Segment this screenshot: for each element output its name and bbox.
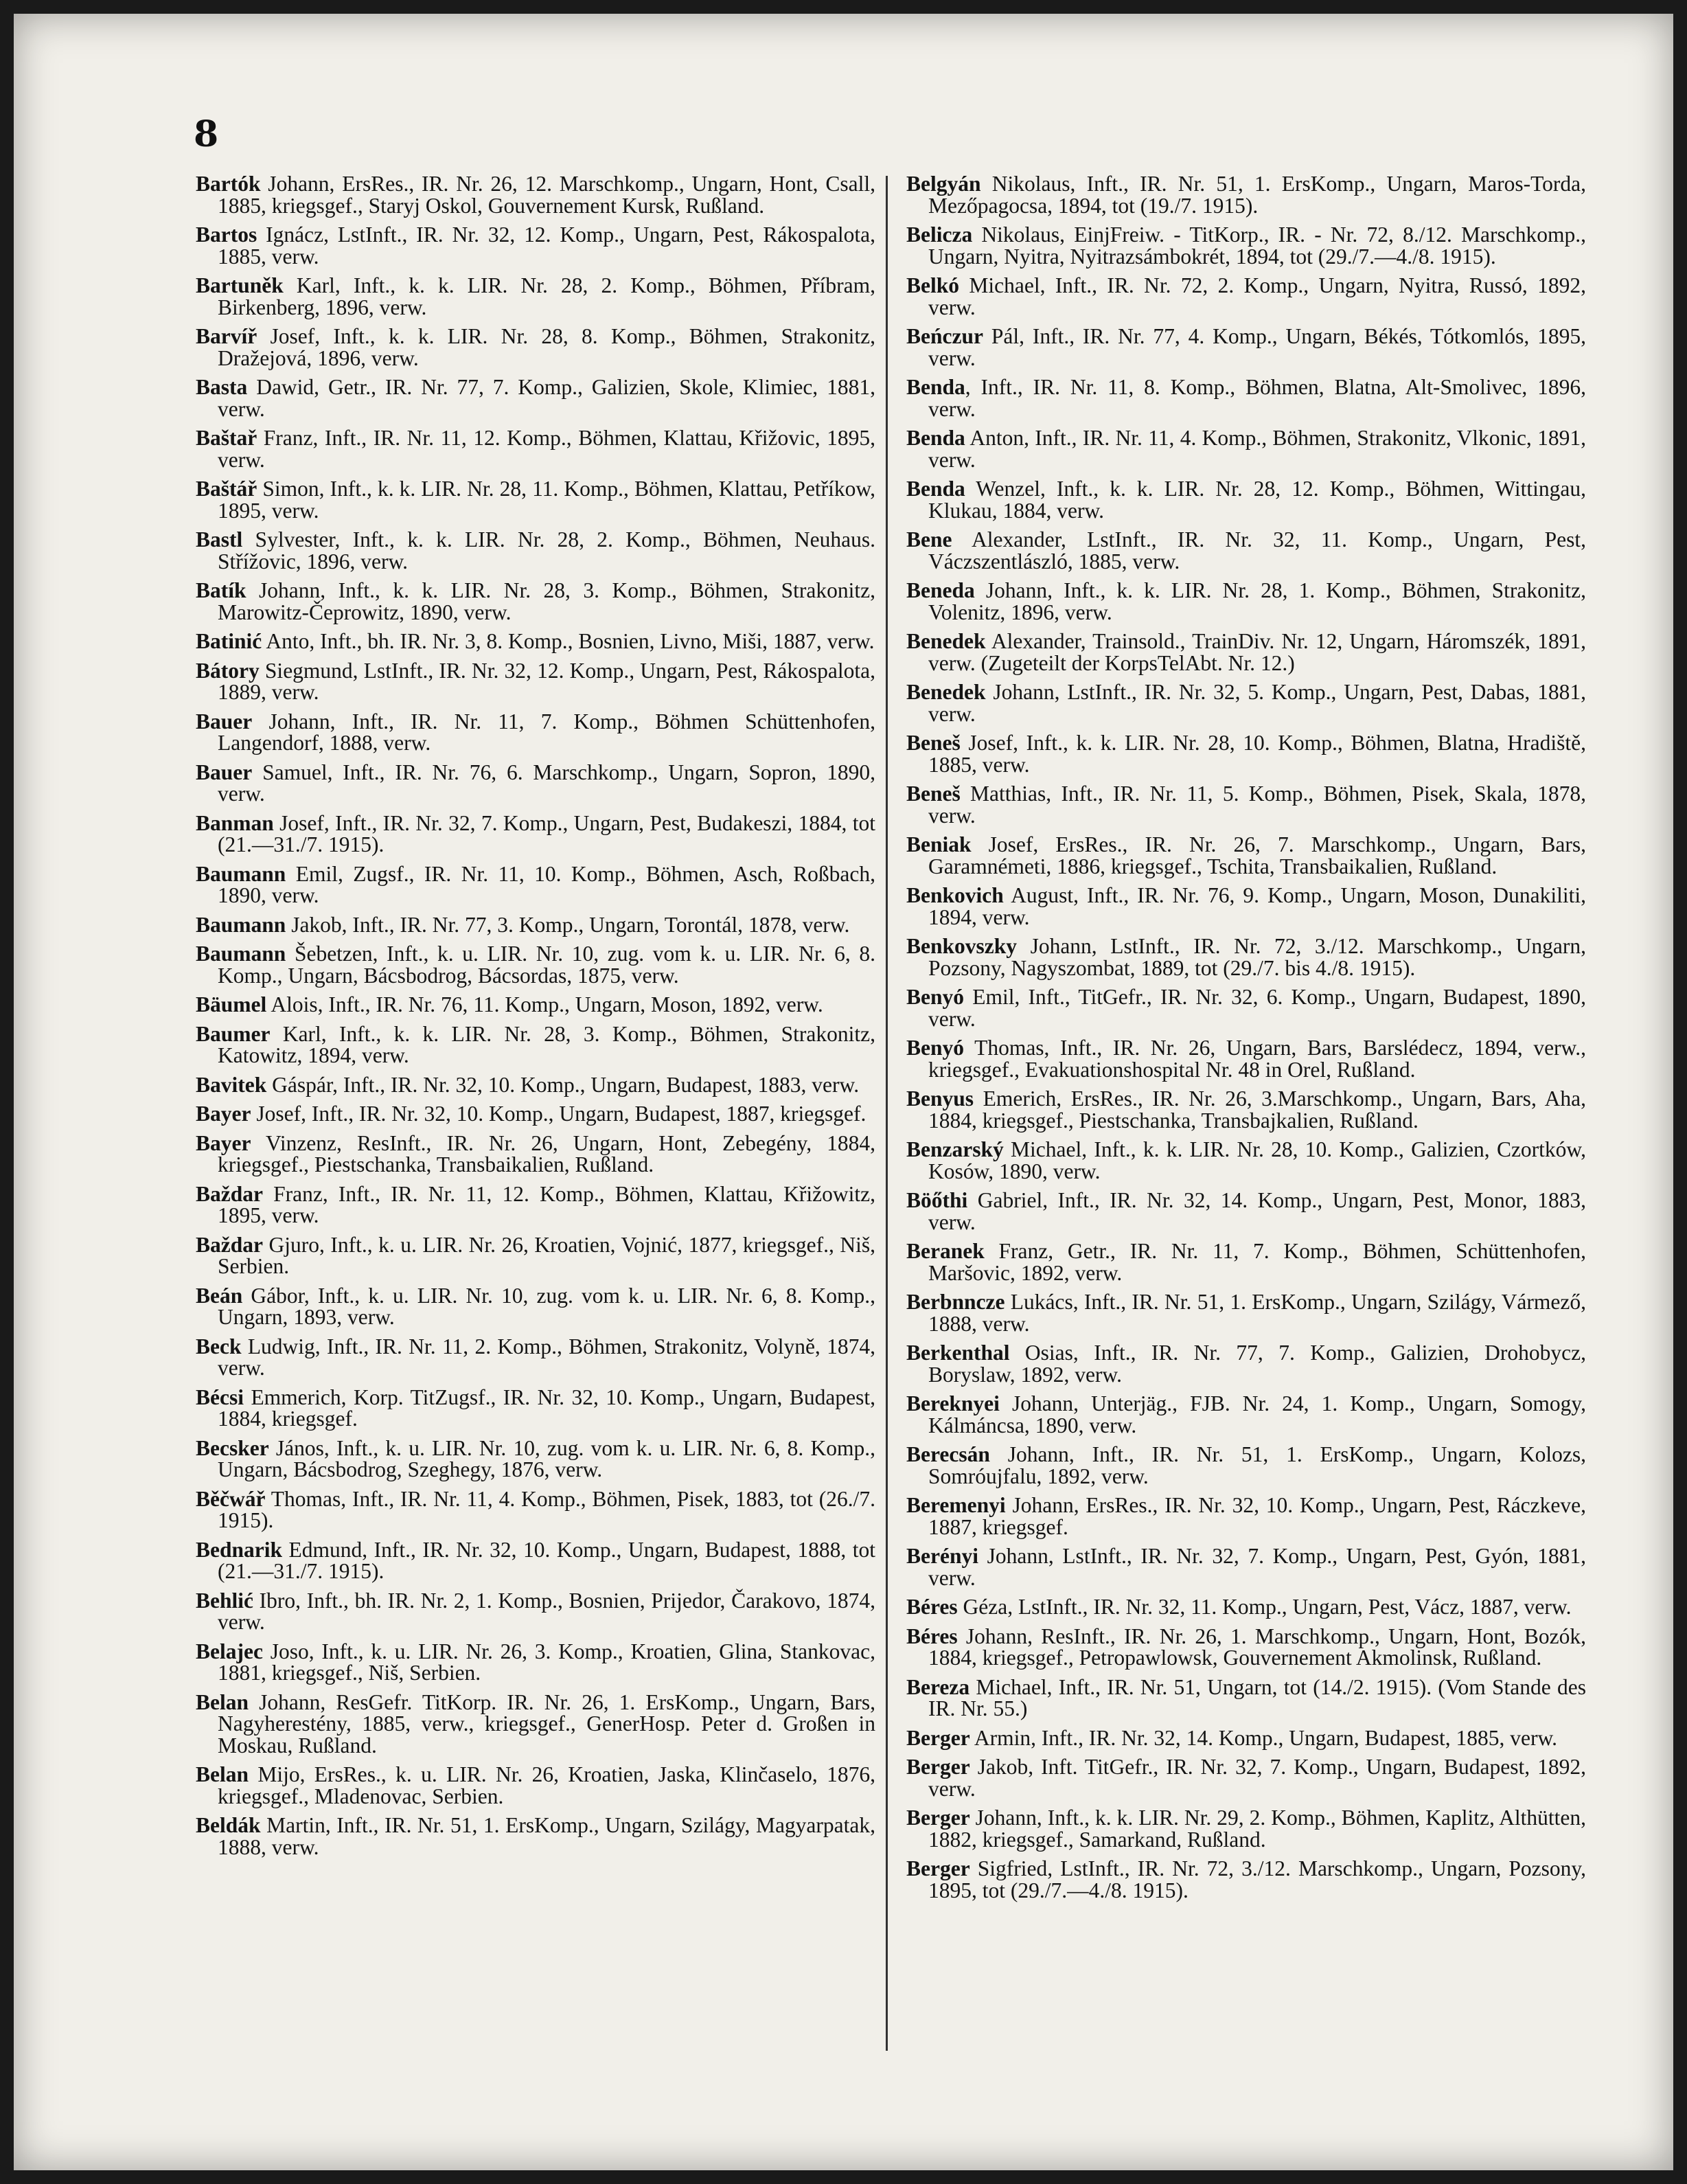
entry-details: Johann, Inft., k. k. LIR. Nr. 29, 2. Komp., Böhmen, Kaplitz, Althütten, 1882, kriegsgef., Samarkand, Rußland. (928, 1806, 1586, 1852)
entry-details: Johann, Inft., k. k. LIR. Nr. 28, 3. Komp., Böhmen, Strakonitz, Marowitz-Čeprowitz, 1890, verw. (218, 578, 875, 624)
entry-surname: Beck (196, 1334, 242, 1358)
list-entry (196, 478, 875, 521)
entry-surname: Benda (906, 426, 965, 450)
list-entry (906, 224, 1586, 267)
entry-details: Emerich, ErsRes., IR. Nr. 26, 3.Marschkomp., Ungarn, Bars, Aha, 1884, kriegsgef., Piestschanka, Transbajkalien, Rußland. (928, 1087, 1586, 1133)
entry-surname: Belan (196, 1690, 249, 1714)
entry-surname: Becsker (196, 1435, 269, 1460)
entry-surname: Bartos (196, 223, 257, 247)
page-number: 8 (194, 113, 219, 155)
list-entry (906, 935, 1586, 979)
list-entry (906, 1545, 1586, 1589)
entry-surname: Banman (196, 810, 274, 835)
list-entry (906, 1626, 1586, 1669)
entry-details: Géza, LstInft., IR. Nr. 32, 11. Komp., Ungarn, Pest, Vácz, 1887, verw. (957, 1595, 1572, 1619)
list-entry (196, 1074, 875, 1096)
list-entry (906, 1139, 1586, 1182)
list-entry (906, 1088, 1586, 1131)
entry-surname: Berger (906, 1725, 970, 1750)
entry-details: Ludwig, Inft., IR. Nr. 11, 2. Komp., Böhmen, Strakonitz, Volyně, 1874, verw. (218, 1334, 875, 1380)
entry-details: János, Inft., k. u. LIR. Nr. 10, zug. vom k. u. LIR. Nr. 6, 8. Komp., Ungarn, Bácsbodrog, Szeghegy, 1876, verw. (218, 1435, 875, 1481)
entry-surname: Batík (196, 578, 246, 602)
entry-details: Alexander, LstInft., IR. Nr. 32, 11. Komp., Ungarn, Pest, Váczszentlászló, 1885, verw. (928, 527, 1586, 573)
entry-details: Emil, Inft., TitGefr., IR. Nr. 32, 6. Komp., Ungarn, Budapest, 1890, verw. (928, 985, 1586, 1031)
list-entry (196, 1130, 875, 1176)
list-entry (906, 732, 1586, 775)
list-entry (906, 1756, 1586, 1799)
list-entry (906, 834, 1586, 877)
list-entry (196, 1539, 875, 1582)
entry-details: Gjuro, Inft., k. u. LIR. Nr. 26, Kroatien, Vojnić, 1877, kriegsgef., Niš, Serbien. (218, 1232, 875, 1278)
entry-details: Johann, Inft., IR. Nr. 11, 7. Komp., Böhmen Schüttenhofen, Langendorf, 1888, verw. (218, 709, 875, 755)
entry-surname: Bauer (196, 709, 253, 733)
list-entry (906, 1342, 1586, 1385)
list-entry (906, 1190, 1586, 1233)
list-entry (906, 1596, 1586, 1618)
entry-surname: Berbnncze (906, 1290, 1005, 1314)
list-entry (906, 885, 1586, 928)
entry-details: Johann, LstInft., IR. Nr. 72, 3./12. Marschkomp., Ungarn, Pozsony, Nagyszombat, 1889, tot (29./7. bis 4./8. 1915). (928, 934, 1586, 980)
entry-details: Lukács, Inft., IR. Nr. 51, 1. ErsKomp., Ungarn, Szilágy, Vármező, 1888, verw. (928, 1290, 1586, 1336)
entry-details: Emil, Zugsf., IR. Nr. 11, 10. Komp., Böhmen, Asch, Roßbach, 1890, verw. (218, 861, 875, 907)
entry-details: Gábor, Inft., k. u. LIR. Nr. 10, zug. vom k. u. LIR. Nr. 6, 8. Komp., Ungarn, 1893, verw. (218, 1283, 875, 1329)
entry-surname: Berecsán (906, 1442, 990, 1466)
entry-details: Johann, ErsRes., IR. Nr. 26, 12. Marschkomp., Ungarn, Hont, Csall, 1885, kriegsgef., Staryj Oskol, Gouvernement Kursk, Rußland. (218, 172, 875, 218)
entry-details: Samuel, Inft., IR. Nr. 76, 6. Marschkomp., Ungarn, Sopron, 1890, verw. (218, 760, 875, 806)
entry-surname: Baštář (196, 477, 257, 501)
entry-details: Joso, Inft., k. u. LIR. Nr. 26, 3. Komp., Kroatien, Glina, Stankovac, 1881, kriegsgef., Niš, Serbien. (218, 1639, 875, 1685)
entry-details: Sylvester, Inft., k. k. LIR. Nr. 28, 2. Komp., Böhmen, Neuhaus. Střížovic, 1896, verw. (218, 527, 875, 573)
entry-details: Ibro, Inft., bh. IR. Nr. 2, 1. Komp., Bosnien, Prijedor, Čarakovo, 1874, verw. (218, 1588, 875, 1634)
list-entry (906, 1494, 1586, 1538)
list-entry (906, 1858, 1586, 1901)
entry-details: Johann, ResInft., IR. Nr. 26, 1. Marschkomp., Ungarn, Hont, Bozók, 1884, kriegsgef., Petropawlowsk, Gouvernement Akmolinsk, Rußland. (928, 1624, 1586, 1670)
list-entry (196, 1641, 875, 1684)
entry-details: Dawid, Getr., IR. Nr. 77, 7. Komp., Galizien, Skole, Klimiec, 1881, verw. (218, 375, 875, 421)
list-entry (196, 173, 875, 216)
list-entry (196, 660, 875, 703)
entry-details: Nikolaus, Inft., IR. Nr. 51, 1. ErsKomp., Ungarn, Maros-Torda, Mezőpagocsa, 1894, tot (19./7. 1915). (928, 172, 1586, 218)
entry-details: Karl, Inft., k. k. LIR. Nr. 28, 2. Komp., Böhmen, Příbram, Birkenberg, 1896, verw. (218, 273, 875, 319)
entry-surname: Bartók (196, 172, 261, 196)
entry-details: , Inft., IR. Nr. 11, 8. Komp., Böhmen, Blatna, Alt-Smolivec, 1896, verw. (928, 375, 1586, 421)
entry-details: Johann, Inft., k. k. LIR. Nr. 28, 1. Komp., Böhmen, Strakonitz, Volenitz, 1896, verw. (928, 578, 1586, 624)
entry-details: Wenzel, Inft., k. k. LIR. Nr. 28, 12. Komp., Böhmen, Wittingau, Klukau, 1884, verw. (928, 477, 1586, 523)
entry-surname: Benda (906, 375, 965, 399)
list-entry (196, 1336, 875, 1379)
entry-surname: Beńczur (906, 324, 983, 348)
list-entry (196, 1590, 875, 1633)
entry-surname: Benyó (906, 985, 965, 1009)
entry-surname: Bavitek (196, 1072, 267, 1097)
entry-surname: Béres (906, 1624, 958, 1648)
entry-surname: Benyus (906, 1087, 974, 1111)
entry-details: Franz, Inft., IR. Nr. 11, 12. Komp., Böhmen, Klattau, Křižovic, 1895, verw. (218, 426, 875, 472)
list-entry (196, 914, 875, 936)
entry-surname: Bauer (196, 760, 253, 784)
entry-details: Josef, Inft., k. k. LIR. Nr. 28, 8. Komp., Böhmen, Strakonitz, Dražejová, 1896, verw. (218, 324, 875, 370)
entry-surname: Benkovich (906, 883, 1004, 907)
entry-details: Siegmund, LstInft., IR. Nr. 32, 12. Komp., Ungarn, Pest, Rákospalota, 1889, verw. (218, 658, 875, 704)
entry-details: Thomas, Inft., IR. Nr. 11, 4. Komp., Böhmen, Pisek, 1883, tot (26./7. 1915). (218, 1486, 875, 1532)
entry-surname: Bayer (196, 1102, 251, 1126)
list-entry (196, 326, 875, 369)
list-entry (196, 1183, 875, 1227)
list-entry (906, 1807, 1586, 1850)
entry-surname: Baumann (196, 942, 286, 966)
list-entry (196, 1234, 875, 1277)
entry-surname: Belan (196, 1762, 249, 1786)
list-entry (196, 1023, 875, 1067)
list-entry (196, 1815, 875, 1858)
entry-surname: Bayer (196, 1130, 251, 1155)
entry-surname: Benedek (906, 680, 986, 704)
entry-surname: Béres (906, 1595, 958, 1619)
list-entry (196, 224, 875, 267)
entry-details: Johann, Inft., IR. Nr. 51, 1. ErsKomp., Ungarn, Kolozs, Somróujfalu, 1892, verw. (928, 1442, 1586, 1488)
entry-details: Edmund, Inft., IR. Nr. 32, 10. Komp., Ungarn, Budapest, 1888, tot (21.—31./7. 1915). (218, 1537, 875, 1583)
entry-surname: Beneda (906, 578, 975, 602)
entry-surname: Benzarský (906, 1137, 1004, 1161)
entry-details: Emmerich, Korp. TitZugsf., IR. Nr. 32, 10. Komp., Ungarn, Budapest, 1884, kriegsgef. (218, 1385, 875, 1431)
list-entry (906, 173, 1586, 216)
entry-details: Osias, Inft., IR. Nr. 77, 7. Komp., Galizien, Drohobycz, Boryslaw, 1892, verw. (928, 1341, 1586, 1387)
list-entry (196, 812, 875, 856)
entry-details: Pál, Inft., IR. Nr. 77, 4. Komp., Ungarn, Békés, Tótkomlós, 1895, verw. (928, 324, 1586, 370)
entry-surname: Belicza (906, 223, 973, 247)
entry-details: Johann, LstInft., IR. Nr. 32, 7. Komp., Ungarn, Pest, Gyón, 1881, verw. (928, 1544, 1586, 1590)
left-column (196, 173, 875, 1865)
entry-surname: Baždar (196, 1181, 263, 1206)
entry-details: Sigfried, LstInft., IR. Nr. 72, 3./12. Marschkomp., Ungarn, Pozsony, 1895, tot (29./7.—4./8. 1915). (928, 1856, 1586, 1902)
list-entry (906, 1676, 1586, 1720)
entry-surname: Beneš (906, 731, 961, 755)
list-entry (196, 427, 875, 470)
list-entry (906, 580, 1586, 623)
list-entry (196, 376, 875, 420)
entry-details: Josef, Inft., IR. Nr. 32, 7. Komp., Ungarn, Pest, Budakeszi, 1884, tot (21.—31./7. 1915). (218, 810, 875, 856)
list-entry (196, 1437, 875, 1481)
entry-surname: Beneš (906, 782, 961, 806)
entry-details: Jakob, Inft., IR. Nr. 77, 3. Komp., Ungarn, Torontál, 1878, verw. (286, 912, 850, 937)
entry-surname: Beremenyi (906, 1493, 1006, 1517)
list-entry (906, 1393, 1586, 1436)
entry-surname: Benedek (906, 629, 986, 653)
document-page (14, 14, 1673, 2170)
entry-details: Anto, Inft., bh. IR. Nr. 3, 8. Komp., Bosnien, Livno, Miši, 1887, verw. (262, 629, 875, 653)
entry-details: Michael, Inft., IR. Nr. 51, Ungarn, tot (14./2. 1915). (Vom Stande des IR. Nr. 55.) (928, 1674, 1586, 1720)
list-entry (196, 863, 875, 907)
list-entry (196, 994, 875, 1016)
entry-details: Gabriel, Inft., IR. Nr. 32, 14. Komp., Ungarn, Pest, Monor, 1883, verw. (928, 1188, 1586, 1234)
entry-details: Vinzenz, ResInft., IR. Nr. 26, Ungarn, Hont, Zebegény, 1884, kriegsgef., Piestschanka, Transbaikalien, Rußland. (218, 1130, 875, 1176)
entry-surname: Baumer (196, 1021, 271, 1046)
entry-details: Johann, LstInft., IR. Nr. 32, 5. Komp., Ungarn, Pest, Dabas, 1881, verw. (928, 680, 1586, 726)
entry-surname: Baumann (196, 912, 286, 937)
entry-details: Martin, Inft., IR. Nr. 51, 1. ErsKomp., Ungarn, Szilágy, Magyarpatak, 1888, verw. (218, 1813, 875, 1859)
entry-surname: Beranek (906, 1239, 985, 1263)
list-entry (196, 275, 875, 318)
entry-details: Mijo, ErsRes., k. u. LIR. Nr. 26, Kroatien, Jaska, Klinčaselo, 1876, kriegsgef., Mladenovac, Serbien. (218, 1762, 875, 1808)
entry-surname: Baumann (196, 861, 286, 886)
entry-details: Simon, Inft., k. k. LIR. Nr. 28, 11. Komp., Böhmen, Klattau, Petříkow, 1895, verw. (218, 477, 875, 523)
list-entry (196, 630, 875, 652)
list-entry (196, 580, 875, 623)
entry-surname: Bene (906, 527, 952, 551)
entry-surname: Beldák (196, 1813, 261, 1837)
entry-details: Franz, Getr., IR. Nr. 11, 7. Komp., Böhmen, Schüttenhofen, Maršovic, 1892, verw. (928, 1239, 1586, 1285)
entry-details: Josef, Inft., IR. Nr. 32, 10. Komp., Ungarn, Budapest, 1887, kriegsgef. (251, 1102, 867, 1126)
entry-details: Franz, Inft., IR. Nr. 11, 12. Komp., Böhmen, Klattau, Křižowitz, 1895, verw. (218, 1181, 875, 1227)
entry-surname: Baždar (196, 1232, 263, 1257)
entry-details: Nikolaus, EinjFreiw. - TitKorp., IR. - Nr. 72, 8./12. Marschkomp., Ungarn, Nyitra, Nyitrazsámbokrét, 1894, tot (29./7.—4./8. 1915). (928, 223, 1586, 269)
entry-surname: Behlić (196, 1588, 253, 1613)
column-divider (886, 176, 888, 2051)
list-entry (196, 1764, 875, 1807)
list-entry (196, 1387, 875, 1430)
entry-surname: Belajec (196, 1639, 263, 1663)
list-entry (196, 711, 875, 754)
entry-details: Ignácz, LstInft., IR. Nr. 32, 12. Komp., Ungarn, Pest, Rákospalota, 1885, verw. (218, 223, 875, 269)
list-entry (196, 762, 875, 805)
entry-details: Alexander, Trainsold., TrainDiv. Nr. 12, Ungarn, Háromszék, 1891, verw. (Zugeteilt der KorpsTelAbt. Nr. 12.) (928, 629, 1586, 675)
list-entry (906, 275, 1586, 318)
entry-details: Josef, ErsRes., IR. Nr. 26, 7. Marschkomp., Ungarn, Bars, Garamnémeti, 1886, kriegsgef., Tschita, Transbaikalien, Rußland. (928, 832, 1586, 878)
entry-surname: Bastl (196, 527, 243, 551)
list-entry (906, 1727, 1586, 1749)
entry-details: Michael, Inft., IR. Nr. 72, 2. Komp., Ungarn, Nyitra, Russó, 1892, verw. (928, 273, 1586, 319)
entry-surname: Böőthi (906, 1188, 968, 1212)
entry-surname: Bartuněk (196, 273, 284, 297)
list-entry (906, 1444, 1586, 1487)
entry-surname: Bécsi (196, 1385, 244, 1409)
list-entry (906, 1240, 1586, 1284)
entry-surname: Bátory (196, 658, 260, 683)
entry-surname: Belgyán (906, 172, 981, 196)
entry-surname: Baštař (196, 426, 257, 450)
entry-details: Thomas, Inft., IR. Nr. 26, Ungarn, Bars, Barslédecz, 1894, verw., kriegsgef., Evakuationshospital Nr. 48 in Orel, Rußland. (928, 1036, 1586, 1082)
entry-surname: Bednarik (196, 1537, 283, 1562)
right-column (906, 173, 1586, 1909)
entry-surname: Berger (906, 1856, 970, 1880)
entry-surname: Bereknyei (906, 1391, 1000, 1415)
entry-surname: Benda (906, 477, 965, 501)
list-entry (906, 1291, 1586, 1334)
entry-surname: Berger (906, 1755, 970, 1779)
list-entry (906, 1037, 1586, 1080)
entry-details: August, Inft., IR. Nr. 76, 9. Komp., Ungarn, Moson, Dunakiliti, 1894, verw. (928, 883, 1586, 929)
entry-surname: Belkó (906, 273, 960, 297)
list-entry (196, 529, 875, 572)
list-entry (906, 681, 1586, 725)
entry-details: Karl, Inft., k. k. LIR. Nr. 28, 3. Komp., Böhmen, Strakonitz, Katowitz, 1894, verw. (218, 1021, 875, 1067)
entry-surname: Bereza (906, 1674, 970, 1699)
list-entry (196, 943, 875, 986)
entry-surname: Berger (906, 1806, 970, 1830)
entry-details: Josef, Inft., k. k. LIR. Nr. 28, 10. Komp., Böhmen, Blatna, Hradiště, 1885, verw. (928, 731, 1586, 777)
entry-surname: Batinić (196, 629, 262, 653)
entry-details: Johann, ErsRes., IR. Nr. 32, 10. Komp., Ungarn, Pest, Ráczkeve, 1887, kriegsgef. (928, 1493, 1586, 1539)
list-entry (906, 783, 1586, 826)
entry-surname: Beán (196, 1283, 243, 1308)
list-entry (906, 478, 1586, 521)
entry-surname: Běčwář (196, 1486, 266, 1511)
entry-details: Gáspár, Inft., IR. Nr. 32, 10. Komp., Ungarn, Budapest, 1883, verw. (266, 1072, 860, 1097)
list-entry (906, 986, 1586, 1030)
list-entry (196, 1488, 875, 1532)
list-entry (196, 1103, 875, 1125)
entry-surname: Benkovszky (906, 934, 1018, 958)
entry-surname: Beniak (906, 832, 972, 856)
entry-surname: Berkenthal (906, 1341, 1010, 1365)
list-entry (906, 529, 1586, 572)
entry-surname: Benyó (906, 1036, 965, 1060)
entry-surname: Barvíř (196, 324, 257, 348)
entry-details: Matthias, Inft., IR. Nr. 11, 5. Komp., Böhmen, Pisek, Skala, 1878, verw. (928, 782, 1586, 828)
list-entry (906, 427, 1586, 470)
list-entry (196, 1692, 875, 1757)
entry-surname: Basta (196, 375, 248, 399)
entry-details: Alois, Inft., IR. Nr. 76, 11. Komp., Ungarn, Moson, 1892, verw. (266, 992, 823, 1016)
list-entry (906, 630, 1586, 674)
entry-surname: Berényi (906, 1544, 978, 1568)
list-entry (906, 326, 1586, 369)
entry-details: Jakob, Inft. TitGefr., IR. Nr. 32, 7. Komp., Ungarn, Budapest, 1892, verw. (928, 1755, 1586, 1801)
entry-surname: Bäumel (196, 992, 267, 1016)
entry-details: Šebetzen, Inft., k. u. LIR. Nr. 10, zug. vom k. u. LIR. Nr. 6, 8. Komp., Ungarn, Bácsbodrog, Bácsordas, 1875, verw. (218, 942, 875, 988)
list-entry (906, 376, 1586, 420)
entry-details: Armin, Inft., IR. Nr. 32, 14. Komp., Ungarn, Budapest, 1885, verw. (969, 1725, 1558, 1750)
entry-details: Michael, Inft., k. k. LIR. Nr. 28, 10. Komp., Galizien, Czortków, Kosów, 1890, verw. (928, 1137, 1586, 1183)
list-entry (196, 1285, 875, 1328)
entry-details: Johann, ResGefr. TitKorp. IR. Nr. 26, 1. ErsKomp., Ungarn, Bars, Nagyherestény, 1885, verw., kriegsgef., GenerHosp. Peter d. Großen in Moskau, Rußland. (218, 1690, 875, 1758)
entry-details: Johann, Unterjäg., FJB. Nr. 24, 1. Komp., Ungarn, Somogy, Kálmáncsa, 1890, verw. (928, 1391, 1586, 1437)
entry-details: Anton, Inft., IR. Nr. 11, 4. Komp., Böhmen, Strakonitz, Vlkonic, 1891, verw. (928, 426, 1586, 472)
